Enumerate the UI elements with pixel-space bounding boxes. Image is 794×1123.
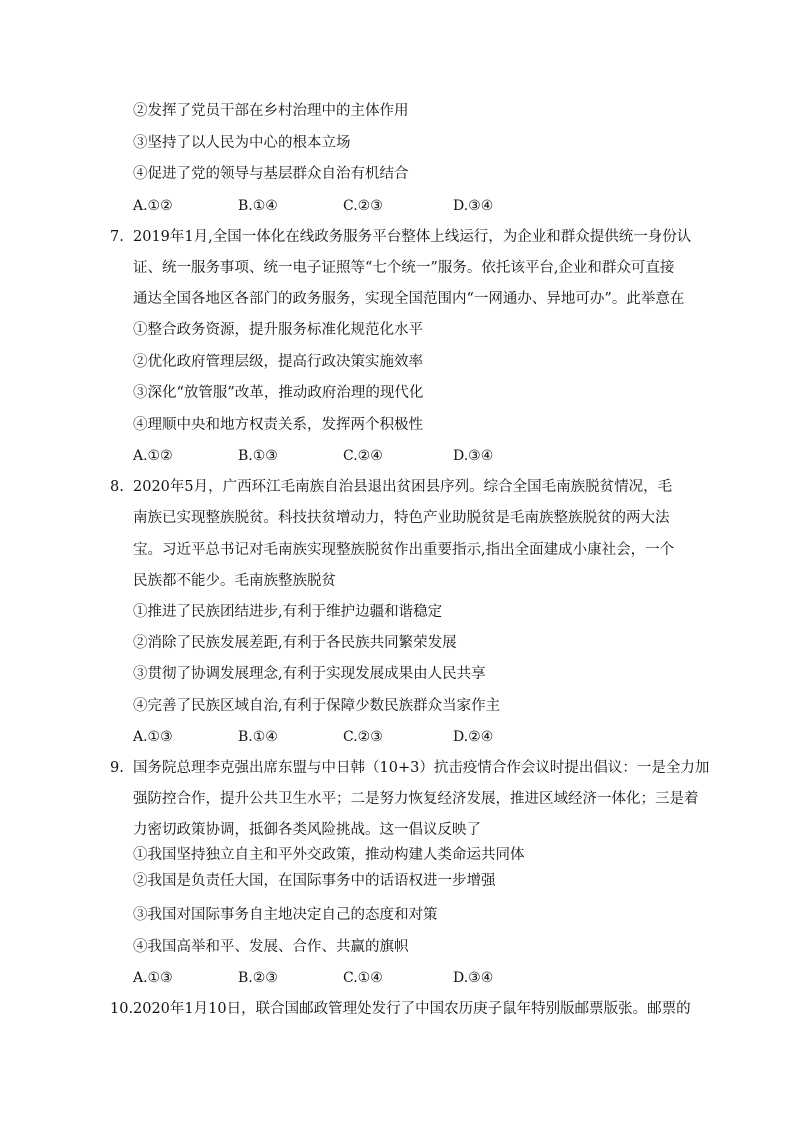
answer-c: C.②④ <box>343 448 383 464</box>
q10-stem-text-1: 2020年1月10日，联合国邮政管理处发行了中国农历庚子鼠年特别版邮票版张。邮票的 <box>133 1001 691 1017</box>
q7-answer-row <box>133 446 693 466</box>
answer-d: D.②④ <box>453 729 494 745</box>
prev-option-4: ④促进了党的领导与基层群众自治有机结合 <box>133 166 409 182</box>
q7-stem-line-2: 证、统一服务事项、统一电子证照等“七个统一”服务。依托该平台,企业和群众可直接 <box>133 260 675 276</box>
answer-a: A.①③ <box>133 729 173 745</box>
q8-number: 8. <box>110 479 124 495</box>
q8-stem-line-3: 宝。习近平总书记对毛南族实现整族脱贫作出重要指示,指出全面建成小康社会，一个 <box>133 542 675 558</box>
answer-b: B.①④ <box>238 729 278 745</box>
q7-option-3: ③深化“放管服”改革，推动政府治理的现代化 <box>133 385 424 401</box>
answer-d: D.③④ <box>453 970 494 986</box>
answer-c: C.①④ <box>343 970 383 986</box>
answer-d: D.③④ <box>453 198 494 214</box>
answer-b: B.①④ <box>238 198 278 214</box>
answer-b: B.②③ <box>238 970 278 986</box>
q8-option-1: ①推进了民族团结进步,有利于维护边疆和谐稳定 <box>133 604 443 620</box>
q8-option-4: ④完善了民族区域自治,有利于保障少数民族群众当家作主 <box>133 698 501 714</box>
answer-c: C.②③ <box>343 729 383 745</box>
q9-answer-row <box>133 968 693 988</box>
q8-stem-text-1: 2020年5月，广西环江毛南族自治县退出贫困县序列。综合全国毛南族脱贫情况，毛 <box>133 479 673 495</box>
q7-option-2: ②优化政府管理层级，提高行政决策实施效率 <box>133 354 423 370</box>
q9-stem-text-1: 国务院总理李克强出席东盟与中日韩（10+3）抗击疫情合作会议时提出倡议：一是全力加 <box>133 760 710 776</box>
q9-option-2: ②我国是负责任大国，在国际事务中的话语权进一步增强 <box>133 873 496 889</box>
q9-option-4: ④我国高举和平、发展、合作、共赢的旗帜 <box>133 939 409 955</box>
q7-stem-line-3: 通达全国各地区各部门的政务服务，实现全国范围内“一网通办、异地可办”。此举意在 <box>133 291 685 307</box>
q8-stem-line-1 <box>110 477 672 497</box>
answer-c: C.②③ <box>343 198 383 214</box>
q10-number: 10. <box>110 1001 134 1017</box>
prev-answer-row <box>133 196 693 216</box>
q8-option-3: ③贯彻了协调发展理念,有利于实现发展成果由人民共享 <box>133 666 486 682</box>
answer-a: A.①③ <box>133 970 173 986</box>
q8-stem-line-4: 民族都不能少。毛南族整族脱贫 <box>133 573 336 589</box>
q10-stem-line-1 <box>110 999 691 1019</box>
q7-option-1: ①整合政务资源，提升服务标准化规范化水平 <box>133 322 423 338</box>
q9-option-1: ①我国坚持独立自主和平外交政策，推动构建人类命运共同体 <box>133 847 525 863</box>
q7-stem-line-1 <box>110 227 691 247</box>
q7-stem-text-1: 2019年1月,全国一体化在线政务服务平台整体上线运行，为企业和群众提供统一身份认 <box>133 229 692 245</box>
prev-option-3: ③坚持了以人民为中心的根本立场 <box>133 135 351 151</box>
q7-number: 7. <box>110 229 124 245</box>
q9-stem-line-2: 强防控合作，提升公共卫生水平；二是努力恢复经济发展，推进区域经济一体化；三是着 <box>133 791 699 807</box>
q8-stem-line-2: 南族已实现整族脱贫。科技扶贫增动力，特色产业助脱贫是毛南族整族脱贫的两大法 <box>133 510 670 526</box>
answer-a: A.①② <box>133 198 173 214</box>
prev-option-2: ②发挥了党员干部在乡村治理中的主体作用 <box>133 103 409 119</box>
q9-number: 9. <box>110 760 124 776</box>
answer-a: A.①② <box>133 448 173 464</box>
q8-option-2: ②消除了民族发展差距,有利于各民族共同繁荣发展 <box>133 635 457 651</box>
answer-d: D.③④ <box>453 448 494 464</box>
q9-stem-line-1 <box>110 758 709 778</box>
answer-b: B.①③ <box>238 448 278 464</box>
q8-answer-row <box>133 727 693 747</box>
q9-option-3: ③我国对国际事务自主地决定自己的态度和对策 <box>133 907 438 923</box>
q7-option-4: ④理顺中央和地方权责关系，发挥两个积极性 <box>133 417 423 433</box>
q9-stem-line-3: 力密切政策协调，抵御各类风险挑战。这一倡议反映了 <box>133 822 481 838</box>
